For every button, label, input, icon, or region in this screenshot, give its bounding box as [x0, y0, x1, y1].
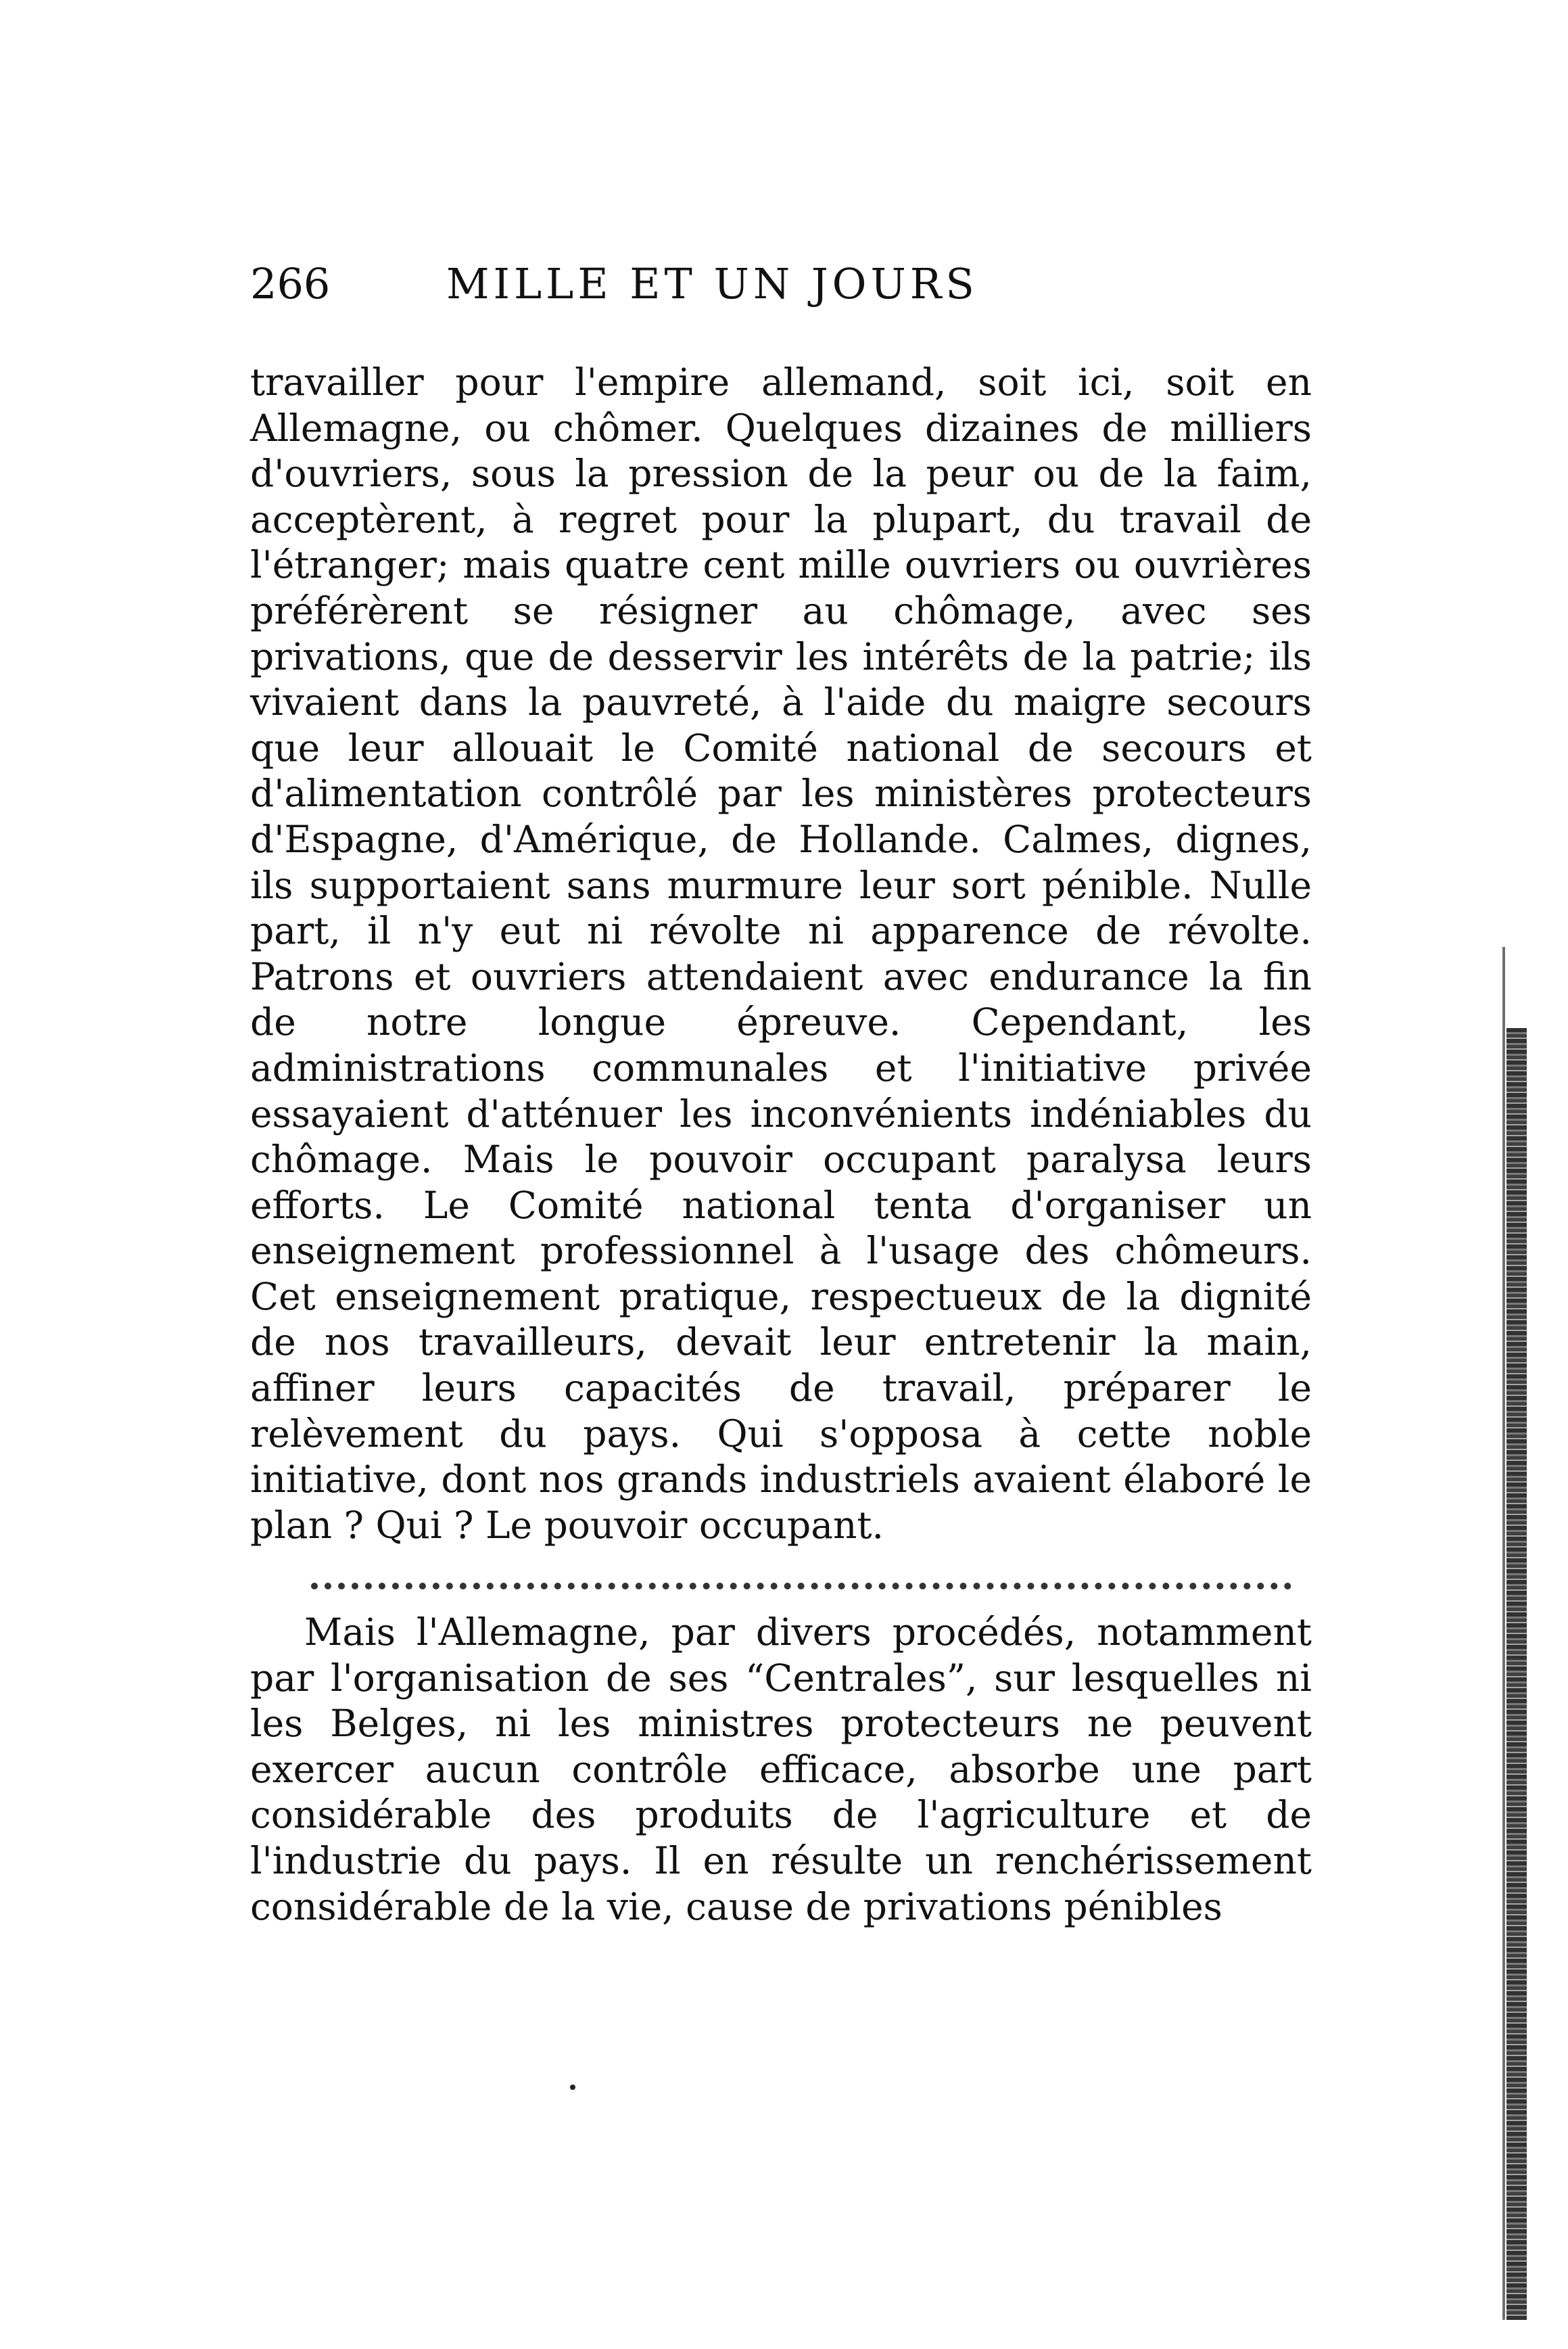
stray-dot — [570, 2085, 575, 2090]
paragraph-2: Mais l'Allemagne, par divers procédés, notamment par l'organisation de ses “Centrales”, sur lesquelles ni les Belges, ni les ministres protecteurs ne peuvent exercer aucun contrôle efficace, absorbe une part considérable des produits de l'agriculture et de l'industrie du pays. Il en résulte un renchérissement considérable de la vie, cause de privations pénibles — [250, 1610, 1312, 1928]
page-number: 266 — [250, 259, 331, 308]
dotted-separator — [311, 1583, 1291, 1596]
page-header — [250, 243, 1312, 325]
running-head: MILLE ET UN JOURS — [446, 259, 978, 308]
page-edge-line — [1502, 947, 1505, 2320]
paragraph-1: travailler pour l'empire allemand, soit ici, soit en Allemagne, ou chômer. Quelques dizaines de milliers d'ouvriers, sous la pression de la peur ou de la faim, acceptèrent, à regret pour la plupart, du travail de l'étranger; mais quatre cent mille ouvriers ou ouvrières préférèrent se résigner au chômage, avec ses privations, que de desservir les intérêts de la patrie; ils vivaient dans la pauvreté, à l'aide du maigre secours que leur allouait le Comité national de secours et d'alimentation contrôlé par les ministères protecteurs d'Espagne, d'Amérique, de Hollande. Calmes, dignes, ils supportaient sans murmure leur sort pénible. Nulle part, il n'y eut ni révolte ni apparence de révolte. Patrons et ouvriers attendaient avec endurance la fin de notre longue épreuve. Cependant, les administrations communales et l'initiative privée essayaient d'atténuer les inconvénients indéniables du chômage. Mais le pouvoir occupant paralysa leurs efforts. Le Comité national tenta d'organiser un enseignement professionnel à l'usage des chômeurs. Cet enseignement pratique, respectueux de la dignité de nos travailleurs, devait leur entretenir la main, affiner leurs capacités de travail, préparer le relèvement du pays. Qui s'opposa à cette noble initiative, dont nos grands industriels avaient élaboré le plan ? Qui ? Le pouvoir occupant. — [250, 361, 1312, 1547]
page-edge-shadow — [1506, 1028, 1527, 2320]
text-block-upper — [250, 360, 1312, 1548]
text-block-lower — [250, 1610, 1312, 1930]
